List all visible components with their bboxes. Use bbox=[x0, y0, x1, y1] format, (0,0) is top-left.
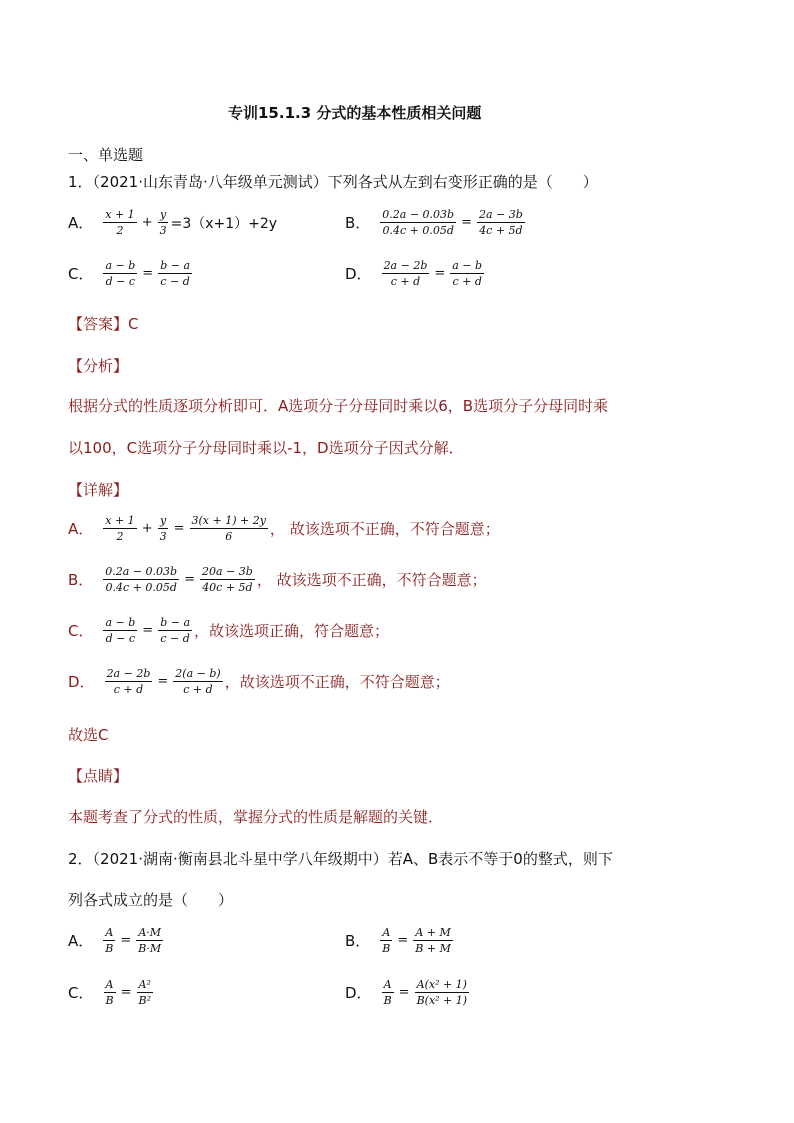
option-label: C． bbox=[68, 622, 94, 640]
detail-a-text: ， 故该选项不正确，不符合题意； bbox=[269, 520, 500, 538]
q2-stem-line-1: 2．（2021·湖南·衡南县北斗星中学八年级期中）若A、B表示不等于0的整式，则下 bbox=[68, 850, 613, 868]
fraction: $\frac{A + M}{B + M}$ bbox=[415, 926, 451, 955]
fraction: $\frac{20a - 3b}{40c + 5d}$ bbox=[202, 565, 253, 594]
detail-b-text: ， 故该选项不正确，不符合题意； bbox=[256, 571, 487, 589]
equals-sign: = bbox=[157, 674, 169, 689]
fraction: $\frac{y}{3}$ bbox=[159, 208, 167, 237]
answer: 【答案】C bbox=[68, 315, 139, 333]
fraction: $\frac{a - b}{d - c}$ bbox=[105, 616, 136, 645]
q2-stem-line-2: 列各式成立的是（ ） bbox=[68, 891, 234, 909]
equals-sign: = bbox=[398, 985, 410, 1000]
fraction: $\frac{A}{B}$ bbox=[382, 926, 391, 955]
fraction: $\frac{x + 1}{2}$ bbox=[105, 208, 135, 237]
q1-option-d[interactable] bbox=[345, 259, 486, 288]
equals-sign: = bbox=[461, 215, 472, 230]
detail-heading: 【详解】 bbox=[68, 481, 129, 499]
q1-option-c[interactable] bbox=[68, 259, 194, 288]
fraction: $\frac{y}{3}$ bbox=[159, 514, 167, 543]
option-label: A． bbox=[68, 932, 94, 950]
fraction: $\frac{\text{A(x² + 1)}}{\text{B(x² + 1)}}$ bbox=[416, 978, 468, 1007]
q2-option-c[interactable] bbox=[68, 978, 155, 1007]
q1-option-b[interactable] bbox=[345, 208, 527, 237]
section-heading: 一、单选题 bbox=[68, 146, 144, 164]
fraction: $\frac{x + 1}{2}$ bbox=[105, 514, 135, 543]
fraction: $\frac{a - b}{d - c}$ bbox=[105, 259, 136, 288]
fraction: $\frac{0.2a - 0.03b}{0.4c + 0.05d}$ bbox=[105, 565, 178, 594]
equals-sign: = bbox=[120, 985, 132, 1000]
fraction: $\frac{a - b}{c + d}$ bbox=[452, 259, 483, 288]
equals-sign: = bbox=[142, 266, 154, 281]
page-title: 专训15.1.3 分式的基本性质相关问题 bbox=[228, 104, 482, 122]
comment-text: 本题考查了分式的性质，掌握分式的性质是解题的关键． bbox=[68, 808, 444, 826]
fraction: $\frac{2a - 2b}{c + d}$ bbox=[106, 667, 151, 696]
detail-b bbox=[68, 565, 487, 594]
option-label: D． bbox=[345, 265, 372, 283]
detail-a bbox=[68, 514, 500, 543]
option-label: A． bbox=[68, 214, 94, 232]
analysis-line-2: 以100，C选项分子分母同时乘以-1，D选项分子因式分解． bbox=[68, 439, 464, 457]
analysis-heading: 【分析】 bbox=[68, 357, 129, 375]
equals-sign: = bbox=[142, 623, 154, 638]
option-label: B． bbox=[345, 932, 371, 950]
fraction: $\frac{0.2a - 0.03b}{0.4c + 0.05d}$ bbox=[382, 208, 455, 237]
option-label: D． bbox=[345, 984, 372, 1002]
choose-text: 故选C bbox=[68, 726, 109, 744]
fraction: $\frac{2(a - b)}{c + d}$ bbox=[175, 667, 221, 696]
option-label: C． bbox=[68, 265, 94, 283]
option-label: B． bbox=[345, 214, 371, 232]
q2-option-b[interactable] bbox=[345, 926, 455, 955]
detail-c bbox=[68, 616, 389, 645]
option-label: C． bbox=[68, 984, 94, 1002]
fraction: $\frac{2a - 3b}{4c + 5d}$ bbox=[479, 208, 523, 237]
fraction: $\frac{3(x + 1) + 2y}{6}$ bbox=[191, 514, 266, 543]
equals-sign: = bbox=[184, 572, 195, 587]
plus-sign: + bbox=[141, 215, 153, 230]
comment-heading: 【点睛】 bbox=[68, 767, 129, 785]
equals-sign: = bbox=[173, 521, 185, 536]
detail-c-text: ，故该选项正确，符合题意； bbox=[194, 622, 390, 640]
fraction: $\frac{b - a}{c - d}$ bbox=[160, 259, 191, 288]
analysis-line-1: 根据分式的性质逐项分析即可．A选项分子分母同时乘以6，B选项分子分母同时乘 bbox=[68, 397, 609, 415]
fraction: $\frac{A\cdot M}{B\cdot M}$ bbox=[138, 926, 162, 955]
fraction: $\frac{A}{B}$ bbox=[383, 978, 392, 1007]
q1-option-a[interactable] bbox=[68, 208, 277, 237]
q2-option-a[interactable] bbox=[68, 926, 165, 955]
fraction: $\frac{\text{A²}}{\text{B²}}$ bbox=[138, 978, 151, 1007]
detail-d bbox=[68, 667, 450, 696]
equals-sign: = bbox=[120, 933, 132, 948]
q1-stem: 1．（2021·山东青岛·八年级单元测试）下列各式从左到右变形正确的是（ ） bbox=[68, 173, 598, 191]
option-label: D． bbox=[68, 673, 95, 691]
option-label: A． bbox=[68, 520, 94, 538]
equals-sign: = bbox=[434, 266, 446, 281]
fraction: $\frac{A}{B}$ bbox=[105, 926, 114, 955]
fraction: $\frac{A}{B}$ bbox=[105, 978, 114, 1007]
plus-sign: + bbox=[141, 521, 153, 536]
fraction: $\frac{2a - 2b}{c + d}$ bbox=[383, 259, 428, 288]
equals-sign: = bbox=[397, 933, 409, 948]
fraction: $\frac{b - a}{c - d}$ bbox=[160, 616, 191, 645]
option-label: B． bbox=[68, 571, 94, 589]
expression-rest: =3（x+1）+2y bbox=[170, 215, 278, 232]
q2-option-d[interactable] bbox=[345, 978, 471, 1007]
detail-d-text: ，故该选项不正确，不符合题意； bbox=[224, 673, 450, 691]
